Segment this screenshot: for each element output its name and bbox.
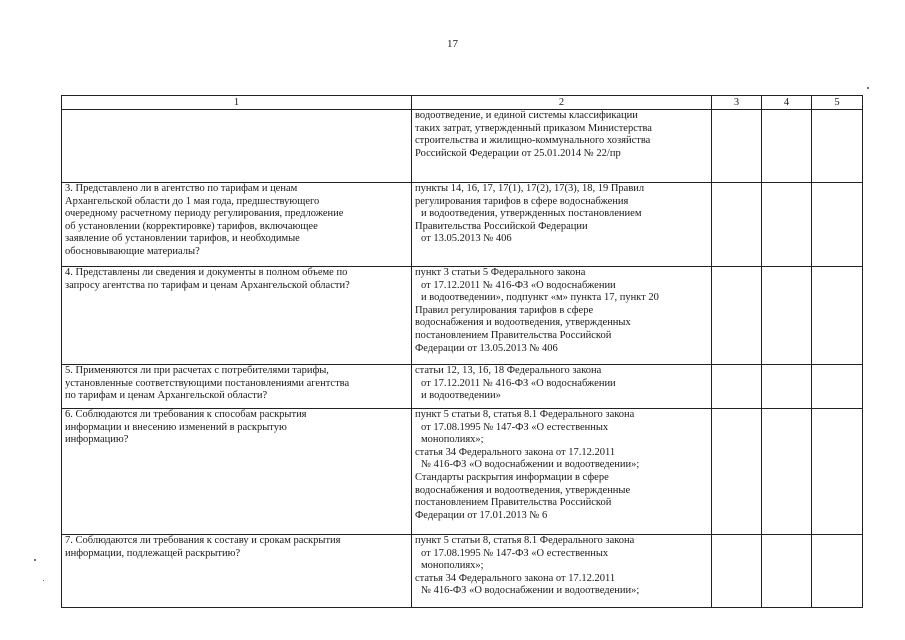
legal-basis-cell xyxy=(412,535,712,608)
question-line: обосновывающие материалы? xyxy=(65,245,200,257)
table-row xyxy=(62,365,863,409)
legal-basis-line: от 17.12.2011 № 416-ФЗ «О водоснабжении xyxy=(421,279,616,291)
question-line: по тарифам и ценам Архангельской области? xyxy=(65,390,268,402)
question-cell xyxy=(62,535,412,608)
page-number: 17 xyxy=(447,38,458,50)
table-row xyxy=(62,110,863,183)
checklist-table xyxy=(61,95,863,608)
legal-basis-line: Федерации от 17.01.2013 № 6 xyxy=(415,509,548,521)
mark-cell-col-3[interactable] xyxy=(712,183,762,267)
question-line: 6. Соблюдаются ли требования к способам раскрытия xyxy=(65,409,307,420)
legal-basis-line: строительства и жилищно-коммунального хозяйства xyxy=(415,135,651,147)
scan-speck xyxy=(34,559,36,561)
legal-basis-line: пункт 5 статьи 8, статья 8.1 Федерального закона xyxy=(415,535,635,546)
question-line: информации, подлежащей раскрытию? xyxy=(65,547,241,559)
mark-cell-col-3[interactable] xyxy=(712,267,762,365)
legal-basis-line: водоотведение, и единой системы классификации xyxy=(415,110,638,121)
legal-basis-line: Стандарты раскрытия информации в сфере xyxy=(415,471,609,483)
question-line: запросу агентства по тарифам и ценам Архангельской области? xyxy=(65,279,350,291)
legal-basis-cell xyxy=(412,409,712,535)
question-line: об установлении (корректировке) тарифов, включающее xyxy=(65,220,318,232)
legal-basis-line: пункт 3 статьи 5 Федерального закона xyxy=(415,267,586,278)
question-cell xyxy=(62,365,412,409)
legal-basis-line: статья 34 Федерального закона от 17.12.2011 xyxy=(415,572,616,584)
mark-cell-col-5[interactable] xyxy=(812,365,863,409)
mark-cell-col-5[interactable] xyxy=(812,409,863,535)
question-line: установленные соответствующими постановлениями агентства xyxy=(65,377,350,389)
question-line: информацию? xyxy=(65,434,129,446)
table-row xyxy=(62,535,863,608)
legal-basis-line: пункты 14, 16, 17, 17(1), 17(2), 17(3), 18, 19 Правил xyxy=(415,183,645,194)
header-col-4: 4 xyxy=(762,96,812,110)
legal-basis-line: Российской Федерации от 25.01.2014 № 22/пр xyxy=(415,147,621,159)
header-col-3: 3 xyxy=(712,96,762,110)
legal-basis-line: от 13.05.2013 № 406 xyxy=(421,233,512,245)
mark-cell-col-5[interactable] xyxy=(812,535,863,608)
legal-basis-line: № 416-ФЗ «О водоснабжении и водоотведении»; xyxy=(421,459,640,471)
question-cell xyxy=(62,267,412,365)
legal-basis-cell xyxy=(412,267,712,365)
legal-basis-line: водоснабжения и водоотведения, утвержденных xyxy=(415,317,631,329)
mark-cell-col-3[interactable] xyxy=(712,110,762,183)
scan-speck xyxy=(43,580,44,581)
mark-cell-col-5[interactable] xyxy=(812,110,863,183)
question-line: 3. Представлено ли в агентство по тарифам и ценам xyxy=(65,183,298,194)
mark-cell-col-4[interactable] xyxy=(762,365,812,409)
legal-basis-line: регулирования тарифов в сфере водоснабжения xyxy=(415,195,629,207)
legal-basis-line: пункт 5 статьи 8, статья 8.1 Федерального закона xyxy=(415,409,635,420)
question-cell xyxy=(62,183,412,267)
legal-basis-line: и водоотведения, утвержденных постановлением xyxy=(421,208,642,220)
question-line: 5. Применяются ли при расчетах с потребителями тарифы, xyxy=(65,365,329,376)
legal-basis-line: таких затрат, утвержденный приказом Министерства xyxy=(415,122,652,134)
header-col-1: 1 xyxy=(62,96,412,110)
legal-basis-line: статьи 12, 13, 16, 18 Федерального закона xyxy=(415,365,602,376)
legal-basis-line: постановлением Правительства Российской xyxy=(415,497,612,509)
header-row xyxy=(62,96,863,110)
mark-cell-col-4[interactable] xyxy=(762,183,812,267)
question-line: заявление об установлении тарифов, и необходимые xyxy=(65,233,300,245)
mark-cell-col-3[interactable] xyxy=(712,535,762,608)
header-col-5: 5 xyxy=(812,96,863,110)
legal-basis-line: от 17.12.2011 № 416-ФЗ «О водоснабжении xyxy=(421,377,616,389)
legal-basis-line: монополиях»; xyxy=(421,560,484,572)
legal-basis-line: и водоотведении», подпункт «м» пункта 17, пункт 20 xyxy=(421,292,659,304)
mark-cell-col-3[interactable] xyxy=(712,409,762,535)
legal-basis-cell xyxy=(412,365,712,409)
table-row xyxy=(62,183,863,267)
legal-basis-cell xyxy=(412,110,712,183)
question-line: очередному расчетному периоду регулирования, предложение xyxy=(65,208,344,220)
question-line: 4. Представлены ли сведения и документы в полном объеме по xyxy=(65,267,348,278)
legal-basis-line: № 416-ФЗ «О водоснабжении и водоотведении»; xyxy=(421,585,640,597)
question-line: информации и внесению изменений в раскрытую xyxy=(65,421,287,433)
mark-cell-col-3[interactable] xyxy=(712,365,762,409)
legal-basis-cell xyxy=(412,183,712,267)
legal-basis-line: от 17.08.1995 № 147-ФЗ «О естественных xyxy=(421,547,609,559)
question-cell xyxy=(62,409,412,535)
mark-cell-col-5[interactable] xyxy=(812,267,863,365)
legal-basis-line: и водоотведении» xyxy=(421,390,501,402)
table-body xyxy=(62,110,863,608)
question-line: Архангельской области до 1 мая года, предшествующего xyxy=(65,195,320,207)
legal-basis-line: от 17.08.1995 № 147-ФЗ «О естественных xyxy=(421,421,609,433)
question-cell xyxy=(62,110,412,183)
legal-basis-line: Федерации от 13.05.2013 № 406 xyxy=(415,342,558,354)
mark-cell-col-5[interactable] xyxy=(812,183,863,267)
legal-basis-line: статья 34 Федерального закона от 17.12.2011 xyxy=(415,446,616,458)
mark-cell-col-4[interactable] xyxy=(762,267,812,365)
legal-basis-line: Правительства Российской Федерации xyxy=(415,220,588,232)
header-col-2: 2 xyxy=(412,96,712,110)
question-line: 7. Соблюдаются ли требования к составу и срокам раскрытия xyxy=(65,535,341,546)
legal-basis-line: монополиях»; xyxy=(421,434,484,446)
table-row xyxy=(62,267,863,365)
mark-cell-col-4[interactable] xyxy=(762,110,812,183)
legal-basis-line: водоснабжения и водоотведения, утвержденные xyxy=(415,484,631,496)
table-row xyxy=(62,409,863,535)
scan-speck xyxy=(867,87,869,89)
legal-basis-line: Правил регулирования тарифов в сфере xyxy=(415,304,594,316)
legal-basis-line: постановлением Правительства Российской xyxy=(415,329,612,341)
mark-cell-col-4[interactable] xyxy=(762,409,812,535)
mark-cell-col-4[interactable] xyxy=(762,535,812,608)
